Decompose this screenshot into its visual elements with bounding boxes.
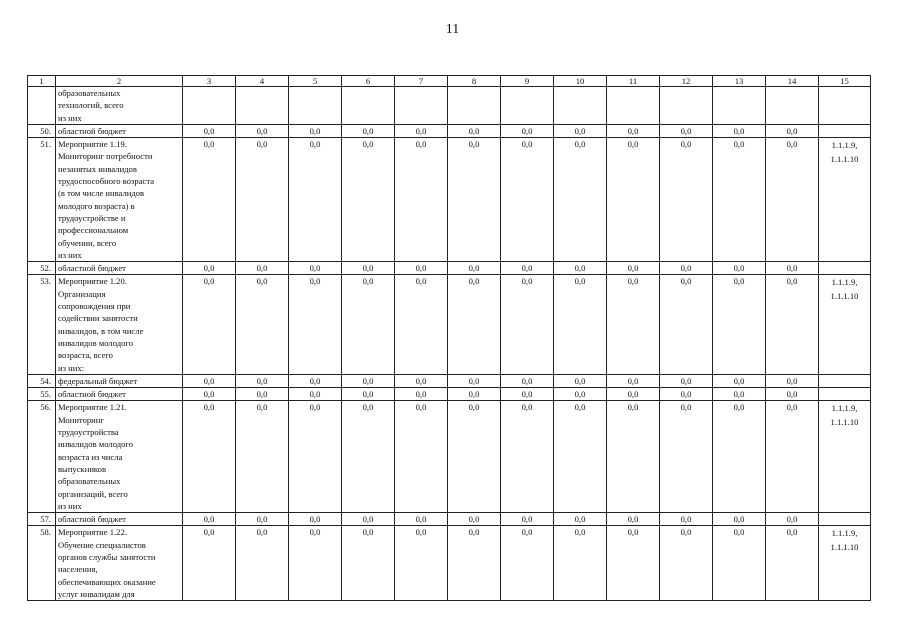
value-cell: 0,0 (289, 275, 342, 374)
value-cell: 0,0 (236, 401, 289, 513)
row-description: областной бюджет (56, 262, 183, 275)
row-reference: 1.1.1.9, 1.1.1.10 (819, 275, 871, 374)
header-cell-3: 3 (183, 76, 236, 87)
value-cell (501, 87, 554, 125)
header-cell-4: 4 (236, 76, 289, 87)
value-cell: 0,0 (554, 262, 607, 275)
value-cell: 0,0 (554, 124, 607, 137)
value-cell: 0,0 (342, 275, 395, 374)
header-cell-11: 11 (607, 76, 660, 87)
value-cell: 0,0 (448, 513, 501, 526)
value-cell: 0,0 (713, 526, 766, 601)
value-cell: 0,0 (236, 138, 289, 262)
value-cell: 0,0 (289, 388, 342, 401)
row-reference (819, 513, 871, 526)
table-row (28, 275, 871, 374)
value-cell: 0,0 (554, 401, 607, 513)
table-row (28, 526, 871, 601)
row-description: Мероприятие 1.21. Мониторинг трудоустройства инвалидов молодого возраста из числа выпускников образовательных организаций, всего из них (56, 401, 183, 513)
row-reference: 1.1.1.9, 1.1.1.10 (819, 526, 871, 601)
row-description: Мероприятие 1.19. Мониторинг потребности незанятых инвалидов трудоспособного возраста (в том числе инвалидов молодого возраста) в трудоустройстве и профессиональном обучении, всего из них (56, 138, 183, 262)
row-description: Мероприятие 1.22. Обучение специалистов органов службы занятости населения, обеспечивающих оказание услуг инвалидам для (56, 526, 183, 601)
value-cell: 0,0 (289, 262, 342, 275)
row-description: областной бюджет (56, 513, 183, 526)
value-cell: 0,0 (289, 526, 342, 601)
value-cell: 0,0 (236, 526, 289, 601)
table-row (28, 124, 871, 137)
value-cell: 0,0 (713, 401, 766, 513)
page-number: 11 (445, 22, 460, 37)
value-cell: 0,0 (501, 262, 554, 275)
value-cell: 0,0 (395, 275, 448, 374)
row-description: Мероприятие 1.20. Организация сопровождения при содействии занятости инвалидов, в том числе инвалидов молодого возраста, всего из них: (56, 275, 183, 374)
value-cell: 0,0 (236, 124, 289, 137)
value-cell: 0,0 (766, 388, 819, 401)
value-cell: 0,0 (236, 374, 289, 387)
value-cell: 0,0 (236, 262, 289, 275)
header-cell-13: 13 (713, 76, 766, 87)
value-cell: 0,0 (713, 388, 766, 401)
value-cell: 0,0 (342, 526, 395, 601)
value-cell (183, 87, 236, 125)
row-reference (819, 388, 871, 401)
value-cell: 0,0 (554, 526, 607, 601)
value-cell: 0,0 (713, 513, 766, 526)
value-cell: 0,0 (607, 124, 660, 137)
value-cell: 0,0 (501, 401, 554, 513)
value-cell: 0,0 (554, 275, 607, 374)
value-cell: 0,0 (448, 374, 501, 387)
header-cell-6: 6 (342, 76, 395, 87)
value-cell: 0,0 (554, 513, 607, 526)
value-cell: 0,0 (183, 513, 236, 526)
row-reference (819, 374, 871, 387)
value-cell: 0,0 (766, 138, 819, 262)
value-cell: 0,0 (766, 401, 819, 513)
value-cell: 0,0 (183, 124, 236, 137)
value-cell: 0,0 (183, 275, 236, 374)
header-cell-9: 9 (501, 76, 554, 87)
value-cell: 0,0 (554, 374, 607, 387)
row-reference (819, 87, 871, 125)
table-row (28, 138, 871, 262)
value-cell: 0,0 (766, 262, 819, 275)
value-cell: 0,0 (395, 513, 448, 526)
value-cell: 0,0 (342, 138, 395, 262)
value-cell: 0,0 (554, 138, 607, 262)
value-cell (766, 87, 819, 125)
header-cell-14: 14 (766, 76, 819, 87)
value-cell: 0,0 (448, 388, 501, 401)
value-cell: 0,0 (660, 401, 713, 513)
row-number (28, 87, 56, 125)
value-cell: 0,0 (607, 262, 660, 275)
value-cell: 0,0 (342, 262, 395, 275)
value-cell: 0,0 (660, 275, 713, 374)
value-cell: 0,0 (554, 388, 607, 401)
value-cell: 0,0 (395, 124, 448, 137)
value-cell: 0,0 (660, 388, 713, 401)
value-cell: 0,0 (713, 374, 766, 387)
value-cell: 0,0 (766, 374, 819, 387)
value-cell (289, 87, 342, 125)
value-cell: 0,0 (607, 388, 660, 401)
value-cell: 0,0 (183, 138, 236, 262)
value-cell: 0,0 (660, 526, 713, 601)
row-number: 57. (28, 513, 56, 526)
value-cell: 0,0 (501, 374, 554, 387)
header-cell-5: 5 (289, 76, 342, 87)
table-row (28, 87, 871, 125)
value-cell: 0,0 (501, 275, 554, 374)
value-cell: 0,0 (289, 513, 342, 526)
header-cell-12: 12 (660, 76, 713, 87)
header-cell-8: 8 (448, 76, 501, 87)
value-cell: 0,0 (501, 138, 554, 262)
value-cell: 0,0 (713, 262, 766, 275)
value-cell: 0,0 (289, 401, 342, 513)
value-cell: 0,0 (607, 526, 660, 601)
row-description: федеральный бюджет (56, 374, 183, 387)
value-cell: 0,0 (501, 526, 554, 601)
value-cell: 0,0 (607, 513, 660, 526)
value-cell: 0,0 (448, 262, 501, 275)
header-cell-1: 1 (28, 76, 56, 87)
value-cell: 0,0 (289, 138, 342, 262)
table-row (28, 388, 871, 401)
value-cell: 0,0 (607, 138, 660, 262)
value-cell: 0,0 (342, 513, 395, 526)
value-cell: 0,0 (660, 138, 713, 262)
value-cell: 0,0 (713, 138, 766, 262)
value-cell: 0,0 (342, 401, 395, 513)
value-cell: 0,0 (342, 374, 395, 387)
value-cell: 0,0 (713, 275, 766, 374)
header-row (28, 76, 871, 87)
value-cell: 0,0 (395, 262, 448, 275)
value-cell: 0,0 (183, 262, 236, 275)
value-cell (660, 87, 713, 125)
table-row (28, 401, 871, 513)
table-row (28, 513, 871, 526)
value-cell: 0,0 (448, 401, 501, 513)
value-cell: 0,0 (766, 275, 819, 374)
row-reference: 1.1.1.9, 1.1.1.10 (819, 138, 871, 262)
value-cell: 0,0 (607, 401, 660, 513)
value-cell: 0,0 (448, 124, 501, 137)
header-cell-7: 7 (395, 76, 448, 87)
row-number: 52. (28, 262, 56, 275)
value-cell: 0,0 (766, 124, 819, 137)
value-cell: 0,0 (501, 513, 554, 526)
header-cell-15: 15 (819, 76, 871, 87)
value-cell: 0,0 (607, 275, 660, 374)
row-description: областной бюджет (56, 124, 183, 137)
value-cell: 0,0 (183, 374, 236, 387)
value-cell: 0,0 (395, 388, 448, 401)
value-cell: 0,0 (395, 138, 448, 262)
header-cell-2: 2 (56, 76, 183, 87)
value-cell: 0,0 (395, 526, 448, 601)
row-description: образовательных технологий, всего из них (56, 87, 183, 125)
value-cell: 0,0 (289, 374, 342, 387)
value-cell: 0,0 (236, 275, 289, 374)
row-number: 53. (28, 275, 56, 374)
table-row (28, 262, 871, 275)
row-number: 51. (28, 138, 56, 262)
row-number: 58. (28, 526, 56, 601)
value-cell: 0,0 (236, 388, 289, 401)
value-cell (236, 87, 289, 125)
row-description: областной бюджет (56, 388, 183, 401)
value-cell: 0,0 (183, 388, 236, 401)
value-cell: 0,0 (183, 401, 236, 513)
value-cell: 0,0 (501, 124, 554, 137)
value-cell: 0,0 (448, 275, 501, 374)
row-reference (819, 124, 871, 137)
value-cell: 0,0 (660, 124, 713, 137)
value-cell: 0,0 (395, 401, 448, 513)
value-cell: 0,0 (448, 138, 501, 262)
row-number: 50. (28, 124, 56, 137)
value-cell: 0,0 (342, 388, 395, 401)
value-cell (448, 87, 501, 125)
value-cell: 0,0 (395, 374, 448, 387)
header-cell-10: 10 (554, 76, 607, 87)
budget-table (27, 75, 871, 601)
value-cell (554, 87, 607, 125)
value-cell: 0,0 (501, 388, 554, 401)
table-row (28, 374, 871, 387)
value-cell: 0,0 (607, 374, 660, 387)
value-cell: 0,0 (766, 526, 819, 601)
value-cell: 0,0 (342, 124, 395, 137)
row-number: 54. (28, 374, 56, 387)
value-cell: 0,0 (236, 513, 289, 526)
value-cell: 0,0 (660, 374, 713, 387)
value-cell: 0,0 (660, 513, 713, 526)
row-reference (819, 262, 871, 275)
value-cell: 0,0 (448, 526, 501, 601)
row-reference: 1.1.1.9, 1.1.1.10 (819, 401, 871, 513)
row-number: 56. (28, 401, 56, 513)
table-body (28, 87, 871, 601)
table-header (28, 76, 871, 87)
value-cell (395, 87, 448, 125)
value-cell (713, 87, 766, 125)
value-cell: 0,0 (183, 526, 236, 601)
row-number: 55. (28, 388, 56, 401)
value-cell (342, 87, 395, 125)
value-cell: 0,0 (766, 513, 819, 526)
value-cell: 0,0 (289, 124, 342, 137)
value-cell (607, 87, 660, 125)
value-cell: 0,0 (713, 124, 766, 137)
value-cell: 0,0 (660, 262, 713, 275)
